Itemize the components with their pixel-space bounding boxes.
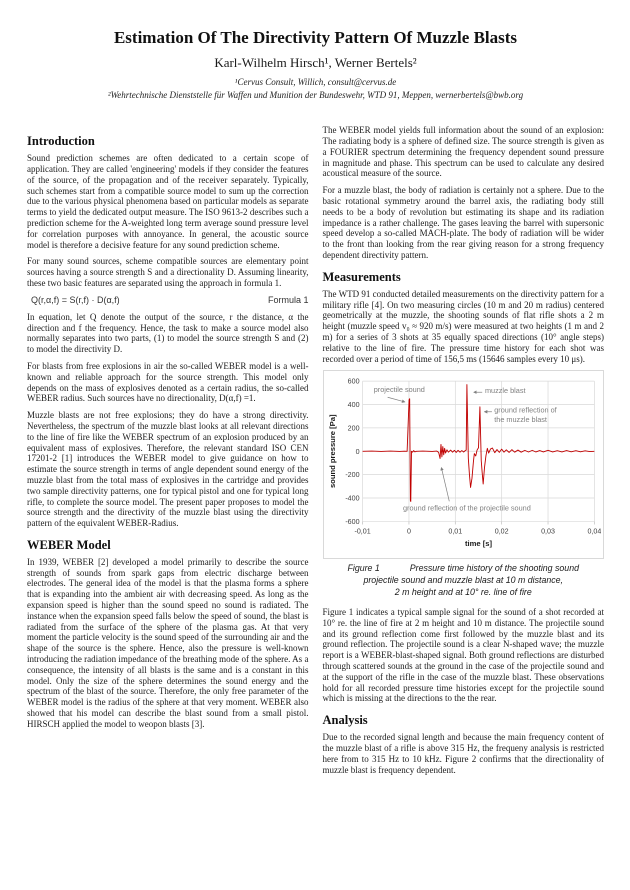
two-column-body (27, 125, 604, 781)
paper-title: Estimation Of The Directivity Pattern Of Muzzle Blasts (113, 28, 518, 47)
figure-1-caption-line2: projectile sound and muzzle blast at 10 m distance, (363, 575, 563, 586)
svg-text:0: 0 (355, 448, 360, 457)
svg-text:the muzzle blast: the muzzle blast (493, 415, 547, 425)
svg-text:-0,01: -0,01 (353, 527, 371, 536)
svg-text:-200: -200 (344, 471, 360, 480)
measurements-paragraph-1: The WTD 91 conducted detailed measurements on the directivity pattern for a military rifle [4]. On two measuring circles (10 m and 20 m radius) centered geometrically at the muzzle, the shooting sounds of flat rifle shots a 2 m height (muzzle speed v₀ ≈ 920 m/s) were measured at two heights (1 m and 2 m) for a series of 3 shots at 35 equally spaced directions (10° angle steps) relative to the line of fire. The pressure time history for each shot was recorded over a period of time of 156,5 ms (15646 samples every 10 μs). (322, 288, 604, 364)
svg-text:0,01: 0,01 (447, 527, 462, 536)
figure-1-caption-line1: Pressure time history of the shooting sound (409, 563, 579, 574)
intro-paragraph-1: Sound prediction schemes are often dedicated to a certain scope of application. They are called 'engineering' models if they consider the features of the source, of the propagation and of the receiver separately. Typically, such schemes start from a compatible source model to sum up the correction due to the various physical phenomena based on particular models as separate terms to yield the dedicated output measure. The ISO 9613-2 describes such a prediction scheme for the A-weighted long term average sound pressure level for correlation purposes with annoyance. In general, the acoustic source model is therefore a decisive feature for any sound prediction scheme. (27, 153, 309, 250)
svg-text:200: 200 (347, 424, 360, 433)
formula-equation: Q(r,α,f) = S(r,f) · D(α,f) (31, 294, 120, 305)
formula-1 (27, 295, 309, 305)
svg-text:0,03: 0,03 (540, 527, 555, 536)
heading-analysis: Analysis (322, 713, 368, 728)
svg-text:muzzle blast: muzzle blast (484, 386, 526, 396)
figure-1 (323, 370, 605, 559)
intro-paragraph-4: For blasts from free explosions in air the so-called WEBER model is a well-known and reliable approach for the source strength. This model only depends on the mass of explosives denoted as a certain radius, the so-called WEBER radius. Such sources have no directionality, D(α,f) =1. (27, 360, 309, 404)
paper-header (27, 28, 604, 101)
svg-text:-600: -600 (344, 518, 360, 527)
svg-text:-400: -400 (344, 494, 360, 503)
heading-weber-model: WEBER Model (27, 537, 111, 552)
svg-text:600: 600 (347, 378, 360, 387)
svg-text:0,04: 0,04 (586, 527, 601, 536)
affiliation-1: ¹Cervus Consult, Willich, consult@cervus.de (234, 77, 397, 87)
weber-paragraph-1: In 1939, WEBER [2] developed a model primarily to describe the source strength of sounds from spark gaps from electric discharge between electrodes. The general idea of the model is that the plasma forms a sphere that is expanding into the ambient air with decreasing speed. As long as the expansion speed is higher than the sound speed no sound is radiated. The instance when the expansion speed falls below the speed of sound, the blast is radiated from the surface of the sphere of the plasma gas. At that very moment the particle velocity is the sound speed of the surrounding air and the shape of the source is the sphere. Hence, also the pressure is well-known introducing the radiation impedance of the breathing mode of the sphere. As a consequence, the intensity of all blasts is the same and is a constant in this model. Only the size of the sphere determines the sound energy and the spectrum of the blast of the source. Therefore, the only free parameter of the WEBER model is the radius of the sphere at that very moment. WEBER also showed that his model can describe the blast sound from a small pistol. HIRSCH applied the model to weopon blasts [3]. (27, 556, 309, 729)
svg-text:0: 0 (406, 527, 411, 536)
paper-authors: Karl-Wilhelm Hirsch¹, Werner Bertels² (214, 55, 417, 70)
analysis-paragraph-1: Due to the recorded signal length and because the main frequency content of the muzzle blast of a rifle is above 315 Hz, the frequeny analysis is restricted here from to 315 Hz to 10 kHz. Figure 2 confirms that the directionality of muzzle blast is frequency dependent. (322, 732, 604, 775)
svg-text:ground reflection of the proje: ground reflection of the projectile sound (402, 503, 531, 513)
heading-introduction: Introduction (27, 134, 95, 149)
svg-text:400: 400 (347, 401, 360, 410)
heading-measurements: Measurements (322, 269, 401, 284)
figure-1-caption-line3: 2 m height and at 10° re. line of fire (394, 587, 532, 598)
weber-paragraph-3: For a muzzle blast, the body of radiation is certainly not a sphere. Due to the basic rotational symmetry around the barrel axis, the radiating body still needs to be a body of revolution but estimating its shape and its radiation impedance is a rather challenge. The gases leaving the barrel with supersonic speed develop a so-called MACH-plate. The body of radiation will be wider to the front than looking from the rear giving reason for a strong frequency dependent directivity pattern. (322, 185, 604, 260)
weber-paragraph-2: The WEBER model yields full information about the sound of an explosion: The radiating body is a sphere of defined size. The source strength is given as a FOURIER spectrum determining the frequency dependent sound pressure in magnitude and phase. This spectrum can be used to calculate any desired acoustical measure of the source. (322, 125, 604, 179)
left-column (27, 125, 309, 781)
formula-label: Formula 1 (267, 294, 309, 305)
pressure-time-chart (326, 373, 602, 556)
intro-paragraph-2: For many sound sources, scheme compatible sources are elementary point sources having a source strength S and a directionality D. Assuming linearity, these two basic features are separated using the approach in formula 1. (27, 256, 309, 288)
intro-paragraph-5: Muzzle blasts are not free explosions; they do have a strong directivity. Nevertheless, the spectrum of the muzzle blast looks at all relevant directions to the line of fire like the WEBER spectrum of an explosion produced by an equivalent mass of explosives. Therefore, the relevant standard ISO CEN 17201-2 [1] introduces the WEBER model to give guidance on how to estimate the source strength in terms of angle dependent sound energy of the muzzle blast from the total mass of explosives in the cartridge and provides two sample directivity patterns, one for typical pistol and one for typical long rifle, to complete the source model. The present paper proposes to model the source strength and the directivity of the muzzle blast using the directivity pattern of the equivalent WEBER-Radius. (27, 410, 309, 529)
figure-discussion-paragraph: Figure 1 indicates a typical sample signal for the sound of a shot recorded at 10° re. the line of fire at 2 m height and 10 m distance. The projectile sound and its ground reflection come first followed by the muzzle blast and its ground reflection. The projectile sound is a clear N-shaped wave; the muzzle report is a WEBER-blast-shaped signal. Both ground reflections are disturbed through scattered sounds at the ground in the case of the projectile sound and at the support of the rifle in the case of the muzzle blast. These observations hold for all recorded pressure time histories except for the projectile sound which is missing at the directions to the the rear. (322, 606, 604, 704)
figure-1-caption-label: Figure 1 (347, 563, 380, 574)
svg-text:ground reflection of: ground reflection of (493, 406, 557, 416)
svg-text:time [s]: time [s] (464, 539, 492, 549)
right-column (323, 125, 605, 781)
intro-paragraph-3: In equation, let Q denote the output of the source, r the distance, α the direction and f the frequency. Hence, the task to make a source model also normally separates into two parts, (1) to model the source strength S and (2) to model the directivity D. (27, 311, 309, 355)
figure-1-caption (323, 563, 605, 599)
svg-text:0,02: 0,02 (494, 527, 509, 536)
affiliation-2: ²Wehrtechnische Dienststelle für Waffen und Munition der Bundeswehr, WTD 91, Meppen, wernerbertels@bwb.org (107, 89, 524, 100)
svg-text:projectile sound: projectile sound (373, 385, 425, 395)
svg-text:sound pressure [Pa]: sound pressure [Pa] (327, 414, 337, 489)
